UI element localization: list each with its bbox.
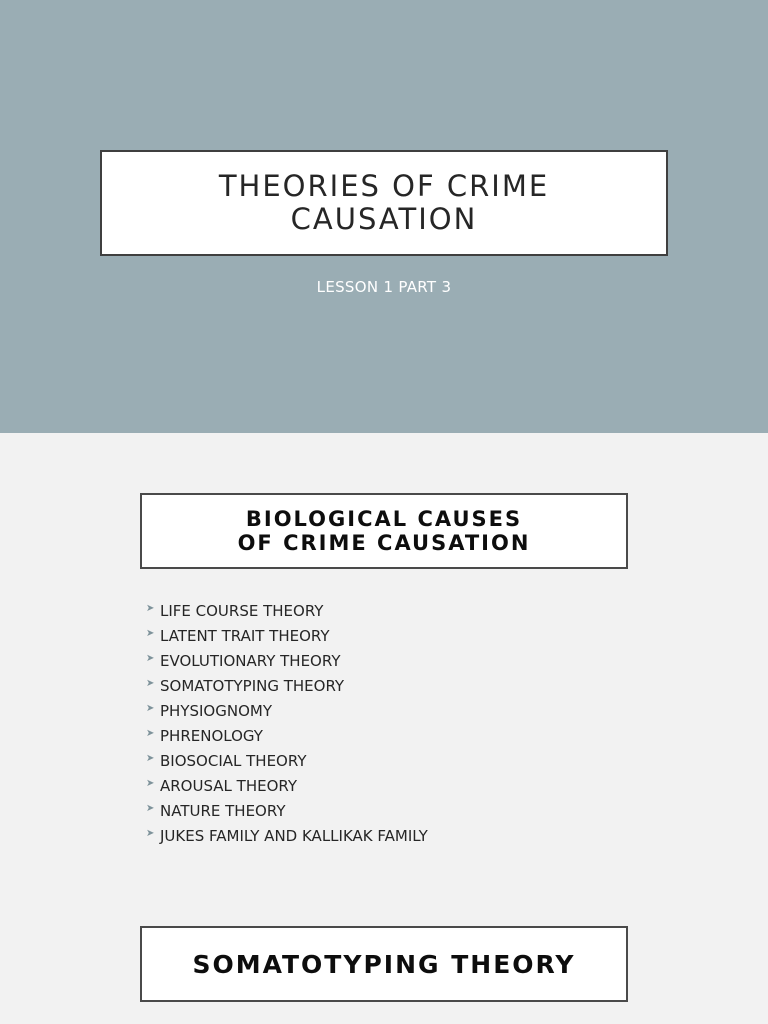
section-heading-line-1: BIOLOGICAL CAUSES: [245, 507, 523, 531]
list-item: [146, 600, 428, 625]
list-item: [146, 825, 428, 850]
list-item-label: NATURE THEORY: [160, 802, 286, 820]
theory-list: [146, 600, 428, 850]
arrow-bullet-icon: ➤: [146, 728, 155, 739]
list-item: [146, 625, 428, 650]
list-item-label: PHYSIOGNOMY: [160, 702, 272, 720]
list-item: [146, 675, 428, 700]
list-item-label: LIFE COURSE THEORY: [160, 602, 324, 620]
list-item: [146, 650, 428, 675]
list-item-label: SOMATOTYPING THEORY: [160, 677, 345, 695]
list-item: [146, 800, 428, 825]
list-item-label: PHRENOLOGY: [160, 727, 263, 745]
content-slide: [0, 433, 768, 1024]
arrow-bullet-icon: ➤: [146, 603, 155, 614]
arrow-bullet-icon: ➤: [146, 703, 155, 714]
list-item-label: JUKES FAMILY AND KALLIKAK FAMILY: [160, 827, 428, 845]
list-item-label: EVOLUTIONARY THEORY: [160, 652, 341, 670]
list-item: [146, 775, 428, 800]
list-item-label: AROUSAL THEORY: [160, 777, 298, 795]
arrow-bullet-icon: ➤: [146, 628, 155, 639]
section-heading-box: [140, 493, 628, 569]
arrow-bullet-icon: ➤: [146, 753, 155, 764]
title-box: [100, 150, 668, 256]
title-slide: [0, 0, 768, 433]
list-item-label: LATENT TRAIT THEORY: [160, 627, 330, 645]
slide-title-line-2: CAUSATION: [290, 202, 478, 236]
list-item: [146, 700, 428, 725]
arrow-bullet-icon: ➤: [146, 678, 155, 689]
arrow-bullet-icon: ➤: [146, 828, 155, 839]
next-slide-heading: SOMATOTYPING THEORY: [192, 949, 576, 979]
slide-title-line-1: THEORIES OF CRIME: [218, 169, 550, 203]
arrow-bullet-icon: ➤: [146, 803, 155, 814]
list-item: [146, 750, 428, 775]
list-item: [146, 725, 428, 750]
section-heading-line-2: OF CRIME CAUSATION: [237, 531, 531, 555]
list-item-label: BIOSOCIAL THEORY: [160, 752, 307, 770]
next-slide-heading-box: [140, 926, 628, 1002]
slide-subtitle: LESSON 1 PART 3: [316, 278, 452, 296]
arrow-bullet-icon: ➤: [146, 653, 155, 664]
arrow-bullet-icon: ➤: [146, 778, 155, 789]
